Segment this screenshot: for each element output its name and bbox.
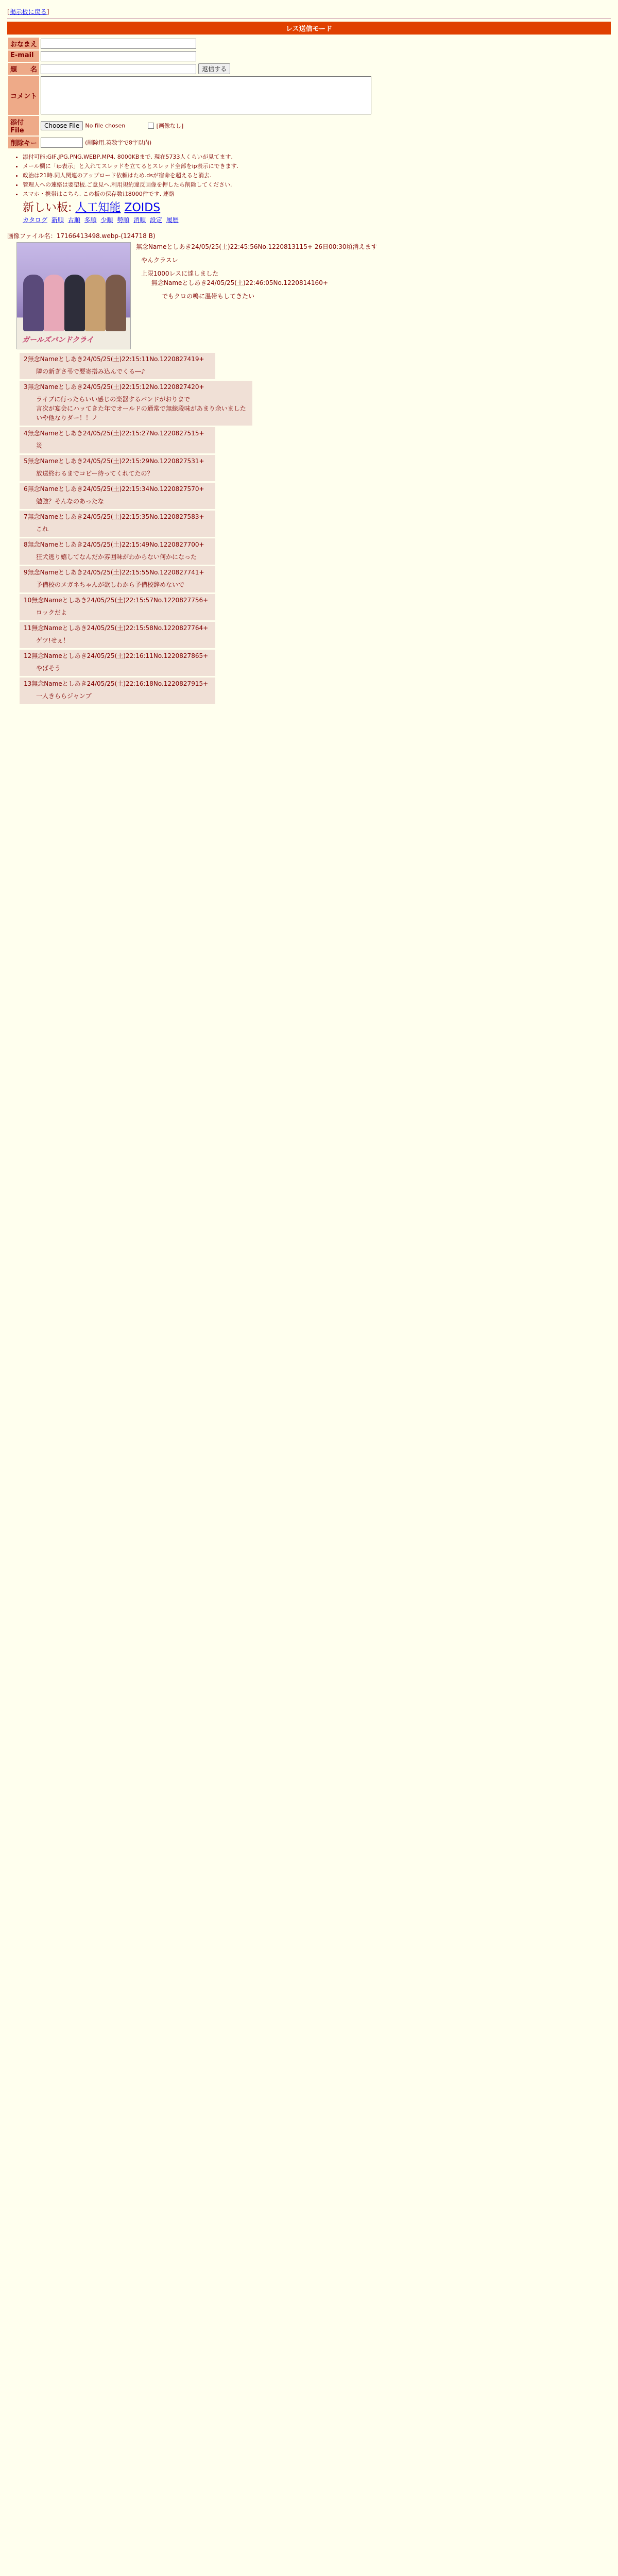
- nav-link[interactable]: 勢順: [117, 216, 130, 224]
- reply-header: 9無念Nameとしあき24/05/25(土)22:15:55No.1220827741+: [24, 569, 204, 576]
- reply-header: 7無念Nameとしあき24/05/25(土)22:15:35No.1220827583+: [24, 513, 204, 520]
- reply-post: [20, 622, 215, 648]
- reply-body: ロックだよ: [36, 609, 67, 616]
- op-line: 無念Nameとしあき24/05/25(土)22:46:05No.1220814160+: [151, 279, 328, 286]
- delkey-note: (削除用.英数字で8字以内): [85, 139, 152, 146]
- reply-body: 予備校のメガネちゃんが欲しわから予備校辞めないで: [36, 581, 185, 588]
- op-thumbnail[interactable]: [16, 242, 131, 349]
- reply-header: 12無念Nameとしあき24/05/25(土)22:16:11No.1220827865+: [24, 652, 209, 659]
- back-to-board: [掲示板に戻る]: [7, 8, 49, 15]
- reply-post: [20, 594, 215, 620]
- new-board-banner: [23, 201, 611, 215]
- reply-post: [20, 427, 215, 453]
- reply-body: 災: [36, 442, 43, 449]
- op-line: やんクラスレ: [141, 257, 178, 264]
- page: [0, 0, 618, 709]
- nav-link[interactable]: 古順: [67, 216, 80, 224]
- delkey-input[interactable]: [41, 138, 83, 148]
- op-post: [7, 242, 611, 351]
- reply-post: [20, 353, 215, 379]
- reply-header: 2無念Nameとしあき24/05/25(土)22:15:11No.1220827419+: [24, 355, 204, 363]
- banner-link-zoids[interactable]: ZOIDS: [124, 201, 161, 214]
- name-input[interactable]: [41, 39, 196, 49]
- nav-link[interactable]: 新順: [51, 216, 64, 224]
- image-filename: 画像ファイル名：17166413498.webp-(124718 B): [7, 232, 156, 240]
- file-label: 添付File: [8, 116, 39, 135]
- no-image-label: [画像なし]: [156, 122, 184, 129]
- reply-header: 4無念Nameとしあき24/05/25(土)22:15:27No.1220827515+: [24, 430, 204, 437]
- reply-header: 8無念Nameとしあき24/05/25(土)22:15:49No.1220827700+: [24, 541, 204, 548]
- banner-link-ai[interactable]: 人工知能: [75, 201, 121, 214]
- nav-link[interactable]: 多順: [84, 216, 97, 224]
- nav-link[interactable]: 履歴: [166, 216, 179, 224]
- nav-link[interactable]: 設定: [149, 216, 162, 224]
- nav-link[interactable]: 少順: [100, 216, 113, 224]
- reply-post: [20, 538, 215, 565]
- rule-item: • メール欄に「ip表示」と入れてスレッドを立てるとスレッド全部をip表示にできます.: [23, 162, 611, 170]
- reply-mode-bar: レス送信モード: [7, 22, 611, 35]
- reply-header: 10無念Nameとしあき24/05/25(土)22:15:57No.1220827756+: [24, 597, 209, 604]
- reply-post: [20, 650, 215, 676]
- reply-post: [20, 677, 215, 704]
- email-input[interactable]: [41, 51, 196, 61]
- email-label: E-mail: [8, 50, 39, 62]
- op-line: でもクロの鳴に温帯もしてきたい: [162, 293, 255, 300]
- rule-item: • 添付可能:GIF,JPG,PNG,WEBP,MP4. 8000KBまで. 現在5733人くらいが見てます.: [23, 152, 611, 161]
- name-label: おなまえ: [8, 38, 39, 49]
- rule-item: • 管理人への連絡は要望板.ご意見へ.利用規約違反画像を押したら削除してください.: [23, 180, 611, 189]
- reply-body: これ: [36, 526, 49, 533]
- reply-header: 6無念Nameとしあき24/05/25(土)22:15:34No.1220827570+: [24, 485, 204, 493]
- post-form: [7, 37, 373, 149]
- reply-body: 一人きららジャンプ: [36, 692, 92, 700]
- reply-post: [20, 455, 215, 481]
- reply-body: ゲツ!せぇ！: [36, 637, 70, 644]
- reply-header: 11無念Nameとしあき24/05/25(土)22:15:58No.1220827764+: [24, 624, 209, 632]
- reply-body: 隣の新ぎさ弔で要寄搭み込んでくる―♪: [36, 368, 145, 375]
- rules-list: [23, 152, 611, 198]
- reply-header: 13無念Nameとしあき24/05/25(土)22:16:18No.1220827915+: [24, 680, 209, 687]
- banner-prefix: 新しい板:: [23, 201, 76, 214]
- nav-link[interactable]: 消順: [133, 216, 146, 224]
- back-to-board-link[interactable]: 掲示板に戻る: [9, 8, 47, 15]
- comment-textarea[interactable]: [41, 76, 371, 114]
- rule-item: • 政治は21時.同人関連のアップロード依頼はため.dsが宿命を超えると消去.: [23, 171, 611, 179]
- reply-body: やばそう: [36, 665, 61, 672]
- no-image-checkbox[interactable]: [148, 123, 154, 129]
- reply-body: 狂犬逃り嬉してなんだか雰囲味がわからない何かになった: [36, 553, 197, 561]
- comment-label: コメント: [8, 76, 39, 115]
- catalog-nav: [23, 215, 611, 224]
- reply-post: [20, 566, 215, 592]
- op-line: 上限1000レスに達しました: [141, 270, 219, 277]
- reply-body: 勉強？そんなのあったな: [36, 498, 104, 505]
- reply-post: [20, 483, 215, 509]
- subject-input[interactable]: [41, 64, 196, 74]
- rule-item: • スマホ・携帯はこちら. この板の保存数は8000件です. 連絡: [23, 190, 611, 198]
- op-header: 無念Nameとしあき24/05/25(土)22:45:56No.1220813115+ 26日00:30頃消えます: [136, 243, 377, 250]
- reply-body: 放送終わるまでコピー待ってくれてたの？: [36, 470, 153, 477]
- delkey-label: 削除キー: [8, 137, 39, 148]
- divider: [7, 18, 611, 19]
- choose-file-button[interactable]: Choose File: [41, 121, 83, 130]
- subject-label: 題 名: [8, 63, 39, 75]
- reply-header: 3無念Nameとしあき24/05/25(土)22:15:12No.1220827420+: [24, 383, 204, 391]
- thumbnail-logo: ガールズバンドクライ: [22, 336, 94, 344]
- submit-button[interactable]: 返信する: [198, 63, 230, 74]
- reply-body-quote: ライブに行ったらいい感じの楽器するバンドがおりまで 言次が宴会にハッてきた年でオールドの通常で無線段味があまり余いました いや他なりダー！！ノ: [36, 396, 246, 421]
- reply-post: [20, 511, 215, 537]
- replies: [7, 353, 611, 704]
- reply-post: [20, 381, 252, 426]
- op-body: [136, 242, 377, 301]
- file-status: No file chosen: [85, 122, 126, 129]
- nav-link[interactable]: カタログ: [23, 216, 48, 224]
- reply-header: 5無念Nameとしあき24/05/25(土)22:15:29No.1220827531+: [24, 457, 204, 465]
